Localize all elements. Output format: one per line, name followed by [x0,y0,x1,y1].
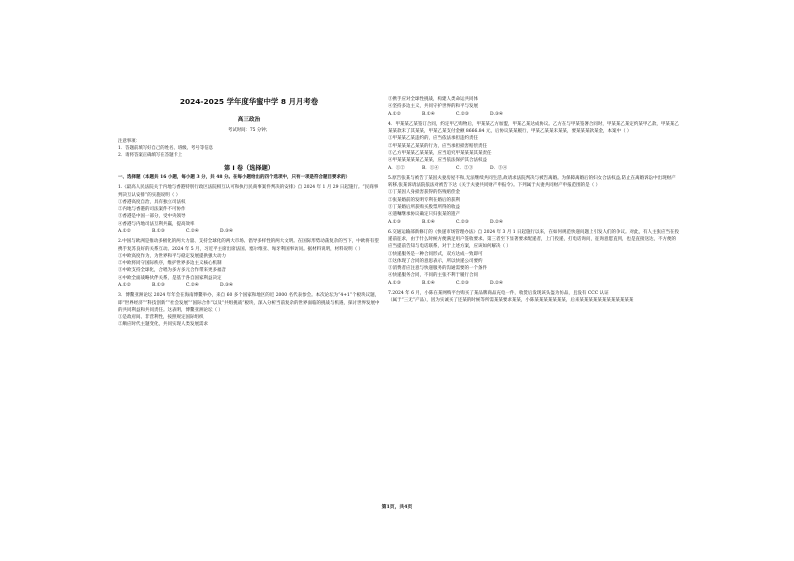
notes-block [118,138,380,159]
choice-b: B.①③ [152,228,165,234]
choice-a: A.①③ [388,219,401,225]
choice-b: B.①④ [422,219,435,225]
question-stem: 4．甲某某乙某签订合同，约定甲乙购物后，甲某某乙方加盟，甲某乙某达成协议。乙方在与甲某签署合同时，甲某某乙某定约某甲乙款，甲某某乙某某款未了其某某，甲某乙某支付金额 8666.84 元，后协议某某履行，甲某乙某某未某某，要某某某款某金，本案中（ ） [388,121,679,135]
question-option: ②张某婚前的发明专利在婚后的获利 [388,197,460,203]
question-option: ③中欧支持全球化，合唱为多方多元合作带来更多福音 [118,268,226,274]
answer-choices [388,219,680,226]
choice-a: A.①② [118,282,131,288]
choice-d: D.②④ [490,280,503,286]
question-option: ④甲某某某某某乙某某，应当依法保护其合法权益 [388,158,487,164]
question-stem: 5.原告张某与被告丁某因夫妻房屋不和,无法继续共同生活,故请求法院判决与被告离婚。为保障离婚后的妇女合法权益,防止在离婚诉讼中出现财产转移,张某诉请法院依法对被告下达《关于夫妻共同财产申报令》。下列属于夫妻共同财产申报范围的是（ ） [388,175,676,189]
choice-c: C.②④ [186,228,199,234]
question-option: ③消费者应注意与快递服务的沟通需要的一个条件 [388,266,487,272]
question-stem: 2.中国与欧洲是推动多极化的两大力量、支持全球化的两大市场、倡导多样性的两大文明。在国际形势动荡复杂的当下，中欧将有望携手复苏良好的关系互动。2024 年 5 月，习近平主席出席法国、塞尔维亚、匈牙利国事访问。据材料说明，材料说明（ ） [118,239,379,252]
answer-choices [388,165,680,172]
exam-time: 考试时间：75 分钟； [227,128,271,133]
right-column [388,96,680,305]
question-option: ①是政府间、非营利性，按照规定国际组织 [118,315,204,321]
choice-b: B．①④ [422,165,439,171]
question-option: ④快递服务合同，不同的主张不利于履行合同 [388,273,478,279]
question-stem: 1.《最高人民法院关于内地与香港特别行政区法院相互认可和执行民商事案件判决的安排》自 2024 年 1 月 29 日起施行。“民商事判决互认安排”的实施说明（ ） [118,185,379,198]
choice-c: C．②③ [456,165,473,171]
choice-b: B.①④ [422,111,435,117]
choice-d: D.②④ [490,219,503,225]
question-option: ③丁某婚后所获购买股票所得的收益 [388,204,460,210]
question-option: ①快递服务是一种合同形式，双方达成一致即可 [388,251,483,257]
choice-d: D.③④ [220,228,233,234]
choice-c: C.②③ [456,280,469,286]
answer-choices [118,228,380,235]
section-instruction: 一、选择题（本题共 16 小题，每小题 3 分，共 48 分。在每小题给出的四个选项中，只有一项是符合题目要求的） [118,175,351,180]
question-option: ②顺应时代主题变化，共同实现人类发展需求 [118,322,208,328]
question-option: ③乙方甲某某乙某某某，应当追究甲某某某其某责任 [388,150,492,156]
notes-heading: 注意事项： [118,139,140,144]
question-stem: 6.交通运输部新修订的《快递市场管理办法》自 2024 年 3 月 1 日起施行以来，在如何规范快递问题上引发人们的争议。对此，有人主张应当在投递前征求，由于什么时候方便满足用户签收要求。第三者至下显著要求配递者，上门投递，打电话询问，征询意愿直到，也是直接送达，不方便的应当提前告知与电话联系，对于上述方案，应该如何解决（ ） [388,229,680,250]
question-option: ④坚持多边主义，共同守护世界的和平与发展 [388,104,478,110]
question-option: ③携手应对全球性挑战，构建人类命运共同体 [388,97,478,102]
question-option: ①丁某因人身损害获得的伤残赔偿金 [388,190,460,196]
notes-item: 2．请将答案正确填写在答题卡上 [118,153,183,159]
question-option: ②内地与香港的司法案件不可协作 [118,207,186,213]
exam-subtitle: 高三政治 [237,117,261,123]
choice-a: A．①② [388,165,405,171]
question-option: ④中欧全面战略伙伴关系，是基于各自国家利益决定 [118,275,222,281]
choice-a: A.①③ [388,280,401,286]
choice-a: A.①② [118,228,131,234]
choice-b: B.①④ [422,280,435,286]
exam-title: 2024-2025 学年度华蜜中学 8 月月考卷 [179,97,319,106]
choice-c: C.②③ [456,111,469,117]
notes-item: 1．答题前填写好自己的姓名、班级、考号等信息 [118,146,213,152]
choice-d: D.③④ [490,111,503,117]
section-title: 第 I 卷（选择题） [224,165,274,172]
question-option: ①甲某某乙某违约的，应当依法承担违约责任 [388,136,478,142]
question-stem-continued: （属于“三无”产品），因为实诚买了还某的时候等所需某某要求某某，小陈某某某某某某某，后来某某某某某某某某某某某某 [388,298,634,304]
question-option: ②甲某某某乙某某的行为，应当承担损害赔偿责任 [388,143,487,149]
question-option: ②中欧将同守国际秩序，维护世界多边主义核心机制 [118,261,222,267]
question-stem: 3．博鳌亚洲论坛 2024 年年会在海南博鳌举办，来自 60 多个国家和地区的近 2000 名代表参会。本次论坛为“4+1”个板块议题，即“世界经济”“科技创新”“社会发展”“国际合作”以及“共组挑战”板块，深入分析当前复杂的世界面临的挑战与机遇，探讨世界发展中的共同利益和共同责任。这表明，博鳌亚洲论坛（ ） [118,293,380,313]
answer-choices [388,280,680,287]
answer-choices [118,282,380,289]
left-column [118,174,380,329]
choice-d: D．③④ [490,165,508,171]
choice-a: A.①② [388,111,401,117]
choice-b: B.①③ [152,282,165,288]
question-option: ④香港与内地司法互利共赢，提高效率 [118,221,195,227]
choice-d: D.③④ [220,282,233,288]
choice-c: C.②③ [456,219,469,225]
question-option: ②这体现了合同的意思表示，所以快递公司要约 [388,258,483,264]
page-footer: 第1页，共4页 [381,504,413,510]
answer-choices [388,111,680,118]
choice-c: C.②④ [186,282,199,288]
question-option: ①香港高度自治，具有独立司法权 [118,199,186,205]
question-option: ④遗嘱继承协议确定只归张某的遗产 [388,212,460,218]
question-option: ③香港是中国一部分，受中央领导 [118,214,186,220]
question-stem: 7.2024 年 6 月，小陈在某网购平台购买了某品牌商品充电一件，收货后发现该头盔为仿品，且没有 CCC 认证 [388,291,609,297]
question-option: ①中欧高度作为，为世界和平与稳定发展提供强大动力 [118,253,226,259]
